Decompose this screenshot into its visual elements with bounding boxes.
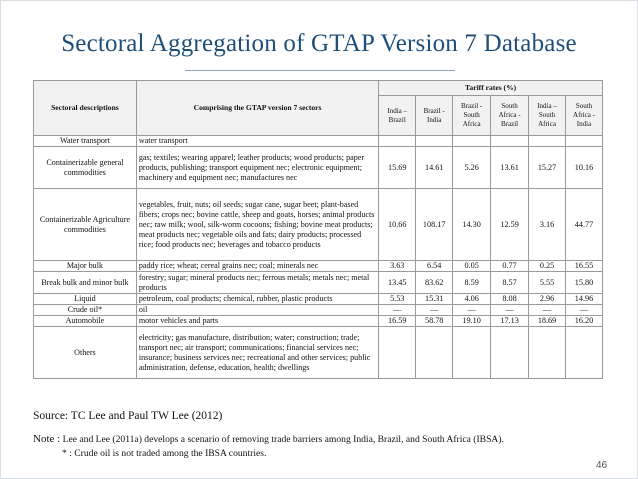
rate-cell: 3.16 (529, 189, 566, 261)
gtap-cell: petroleum, coal products; chemical, rubber, plastic products (136, 294, 378, 305)
rate-cell: 16.55 (566, 261, 603, 272)
source-line: Source: TC Lee and Paul TW Lee (2012) (33, 410, 223, 422)
rate-cell: 4.06 (453, 294, 491, 305)
gtap-cell: electricity; gas manufacture, distribution; water; construction; trade; transport nec; air transport; communications; financial services nec; insurance; business services nec; recreational and other services; public administration, defense, education, health; dwellings (136, 327, 378, 379)
title-underline (185, 70, 455, 71)
note-line (33, 433, 504, 446)
header-pair-brazil-south-africa: Brazil - South Africa (453, 96, 491, 136)
rate-cell (379, 327, 416, 379)
rate-cell (566, 136, 603, 147)
rate-cell: 0.25 (529, 261, 566, 272)
rate-cell: 8.59 (453, 272, 491, 294)
rate-cell: 58.78 (416, 316, 453, 327)
rate-cell: 3.63 (379, 261, 416, 272)
rate-cell (416, 136, 453, 147)
table-row (34, 261, 603, 272)
header-gtap-sectors: Comprising the GTAP version 7 sectors (136, 81, 378, 136)
header-pair-brazil-india: Brazil - India (416, 96, 453, 136)
rate-cell (453, 327, 491, 379)
gtap-cell: paddy rice; wheat; cereal grains nec; coal; minerals nec (136, 261, 378, 272)
rate-cell (529, 327, 566, 379)
rate-cell: — (416, 305, 453, 316)
table-row (34, 189, 603, 261)
sector-cell: Containerizable general commodities (34, 147, 137, 189)
rate-cell: 16.20 (566, 316, 603, 327)
rate-cell: — (379, 305, 416, 316)
rate-cell: 5.53 (379, 294, 416, 305)
rate-cell: 13.61 (491, 147, 529, 189)
rate-cell: 10.16 (566, 147, 603, 189)
rate-cell: 13.45 (379, 272, 416, 294)
rate-cell: 44.77 (566, 189, 603, 261)
table-row (34, 147, 603, 189)
rate-cell: 108.17 (416, 189, 453, 261)
gtap-cell: vegetables, fruit, nuts; oil seeds; sugar cane, sugar beet; plant-based fibers; crops nec; bovine cattle, sheep and goats, horses; animal products nec; raw milk; wool, silk-worm cocoons; fishing; bovine meat products; meat products nec; vegetable oils and fats; dairy products; processed rice; food products nec; beverages and tobacco products (136, 189, 378, 261)
rate-cell: 8.57 (491, 272, 529, 294)
table-row (34, 294, 603, 305)
sector-cell: Crude oil* (34, 305, 137, 316)
rate-cell: 15.27 (529, 147, 566, 189)
sector-cell: Liquid (34, 294, 137, 305)
sector-cell: Water transport (34, 136, 137, 147)
rate-cell (491, 327, 529, 379)
table-header (34, 81, 603, 136)
gtap-cell: water transport (136, 136, 378, 147)
note-text: Lee and Lee (2011a) develops a scenario of removing trade barriers among India, Brazil, and South Africa (IBSA). (62, 434, 504, 445)
gtap-cell: oil (136, 305, 378, 316)
sector-table (33, 80, 603, 379)
page-number: 46 (596, 460, 608, 471)
slide-title: Sectoral Aggregation of GTAP Version 7 Database (61, 30, 577, 57)
rate-cell: 14.96 (566, 294, 603, 305)
header-sectoral-descriptions: Sectoral descriptions (34, 81, 137, 136)
rate-cell: 14.30 (453, 189, 491, 261)
table-row (34, 272, 603, 294)
rate-cell: 6.54 (416, 261, 453, 272)
table-row (34, 305, 603, 316)
rate-cell: 12.59 (491, 189, 529, 261)
rate-cell (491, 136, 529, 147)
rate-cell: 15.69 (379, 147, 416, 189)
note-crude-oil: * : Crude oil is not traded among the IBSA countries. (62, 448, 267, 459)
table-row (34, 327, 603, 379)
rate-cell: 5.26 (453, 147, 491, 189)
rate-cell: 17.13 (491, 316, 529, 327)
rate-cell: — (529, 305, 566, 316)
gtap-cell: gas; textiles; wearing apparel; leather products; wood products; paper products, publishing; transport equipment nec; electronic equipment; machinery and equipment nec; manufactures nec (136, 147, 378, 189)
gtap-cell: motor vehicles and parts (136, 316, 378, 327)
rate-cell: 83.62 (416, 272, 453, 294)
rate-cell (453, 136, 491, 147)
header-pair-india-south-africa: India – South Africa (529, 96, 566, 136)
sector-cell: Major bulk (34, 261, 137, 272)
note-label: Note : (33, 433, 61, 445)
rate-cell: 10.66 (379, 189, 416, 261)
sector-cell: Containerizable Agriculture commodities (34, 189, 137, 261)
rate-cell: 14.61 (416, 147, 453, 189)
gtap-cell: forestry; sugar; mineral products nec; ferrous metals; metals nec; metal products (136, 272, 378, 294)
rate-cell: 0.77 (491, 261, 529, 272)
table-row (34, 136, 603, 147)
rate-cell: — (566, 305, 603, 316)
rate-cell: — (453, 305, 491, 316)
rate-cell: 19.10 (453, 316, 491, 327)
rate-cell: 16.59 (379, 316, 416, 327)
sector-cell: Automobile (34, 316, 137, 327)
rate-cell (416, 327, 453, 379)
header-pair-south-africa-brazil: South Africa - Brazil (491, 96, 529, 136)
rate-cell (529, 136, 566, 147)
rate-cell: 18.69 (529, 316, 566, 327)
header-pair-south-africa-india: South Africa - India (566, 96, 603, 136)
table-row (34, 316, 603, 327)
rate-cell: 2.96 (529, 294, 566, 305)
rate-cell: — (491, 305, 529, 316)
rate-cell (379, 136, 416, 147)
rate-cell: 0.05 (453, 261, 491, 272)
rate-cell: 5.55 (529, 272, 566, 294)
rate-cell: 15.31 (416, 294, 453, 305)
header-tariff-rates: Tariff rates (%) (379, 81, 603, 96)
sector-cell: Break bulk and minor bulk (34, 272, 137, 294)
sector-cell: Others (34, 327, 137, 379)
rate-cell: 8.08 (491, 294, 529, 305)
rate-cell: 15.80 (566, 272, 603, 294)
header-pair-india-brazil: India – Brazil (379, 96, 416, 136)
rate-cell (566, 327, 603, 379)
